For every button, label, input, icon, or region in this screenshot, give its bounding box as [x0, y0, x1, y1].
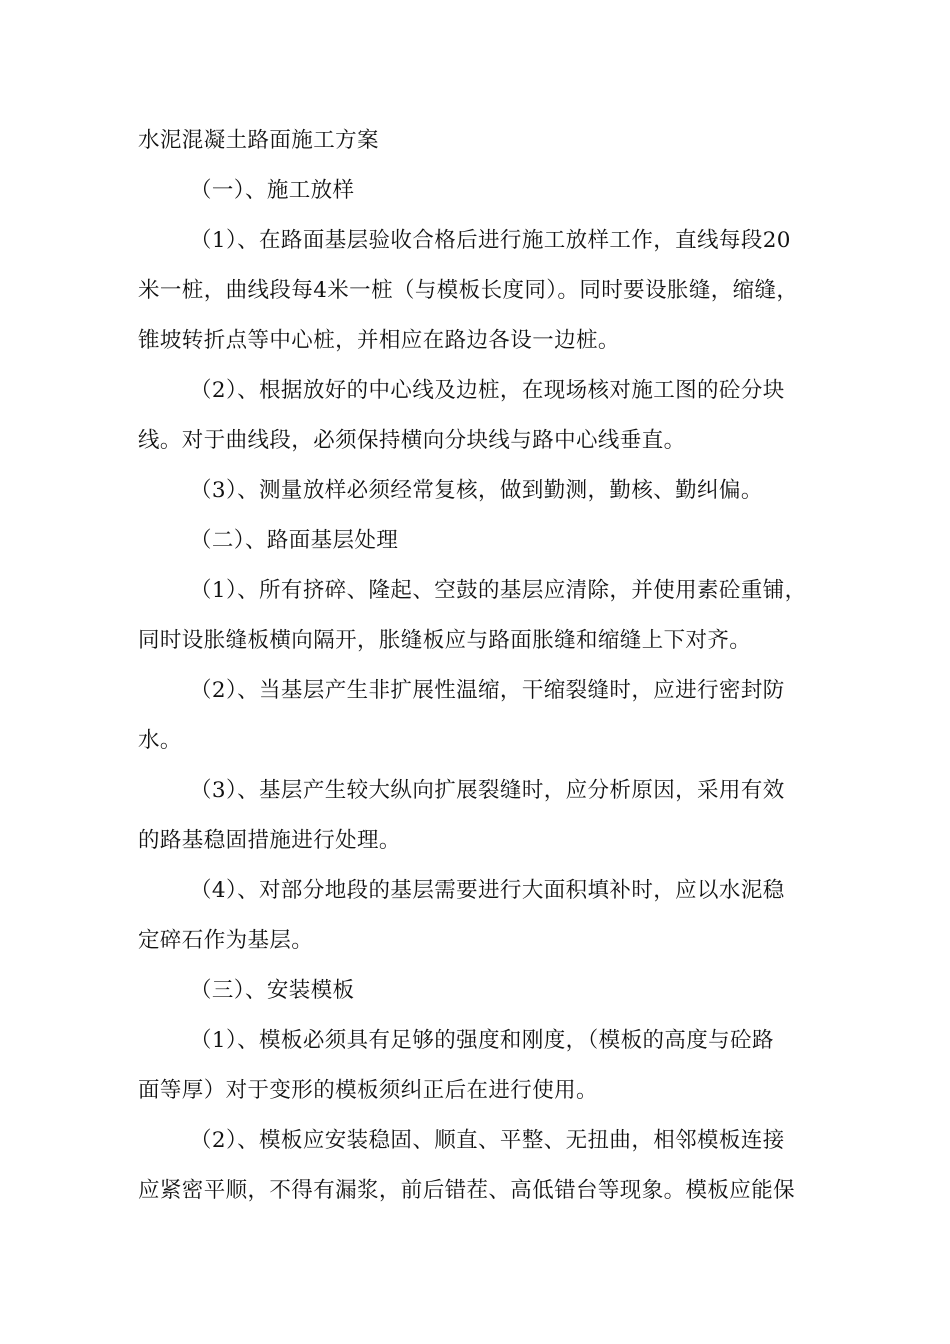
paragraph-line: （4）、对部分地段的基层需要进行大面积填补时，应以水泥稳: [190, 878, 785, 903]
paragraph-line: （3）、测量放样必须经常复核，做到勤测，勤核、勤纠偏。: [190, 478, 763, 503]
paragraph-line: 的路基稳固措施进行处理。: [138, 828, 401, 853]
paragraph-line: （2）、当基层产生非扩展性温缩，干缩裂缝时，应进行密封防: [190, 678, 785, 703]
paragraph-line: 面等厚）对于变形的模板须纠正后在进行使用。: [138, 1078, 598, 1103]
section-heading-2: （二）、路面基层处理: [190, 528, 399, 553]
section-heading-3: （三）、安装模板: [190, 978, 355, 1003]
paragraph-line: 定碎石作为基层。: [138, 928, 314, 953]
paragraph-line: （1）、在路面基层验收合格后进行施工放样工作，直线每段20: [190, 228, 791, 253]
paragraph-line: 锥坡转折点等中心桩，并相应在路边各设一边桩。: [138, 328, 620, 353]
paragraph-line: 水。: [138, 728, 182, 753]
paragraph-line: （2）、根据放好的中心线及边桩，在现场核对施工图的砼分块: [190, 378, 785, 403]
paragraph-line: （1）、所有挤碎、隆起、空鼓的基层应清除，并使用素砼重铺，: [190, 578, 807, 603]
paragraph-line: 同时设胀缝板横向隔开，胀缝板应与路面胀缝和缩缝上下对齐。: [138, 628, 752, 653]
paragraph-line: 线。对于曲线段，必须保持横向分块线与路中心线垂直。: [138, 428, 686, 453]
document-title: 水泥混凝土路面施工方案: [138, 128, 379, 153]
paragraph-line: （3）、基层产生较大纵向扩展裂缝时，应分析原因，采用有效: [190, 778, 785, 803]
paragraph-line: （2）、模板应安装稳固、顺直、平整、无扭曲，相邻模板连接: [190, 1128, 785, 1153]
section-heading-1: （一）、施工放样: [190, 178, 355, 203]
paragraph-line: 米一桩，曲线段每4米一桩（与模板长度同）。同时要设胀缝，缩缝，: [138, 278, 799, 303]
paragraph-line: 应紧密平顺，不得有漏浆，前后错茬、高低错台等现象。模板应能保: [138, 1178, 796, 1203]
paragraph-line: （1）、模板必须具有足够的强度和刚度，（模板的高度与砼路: [190, 1028, 774, 1053]
